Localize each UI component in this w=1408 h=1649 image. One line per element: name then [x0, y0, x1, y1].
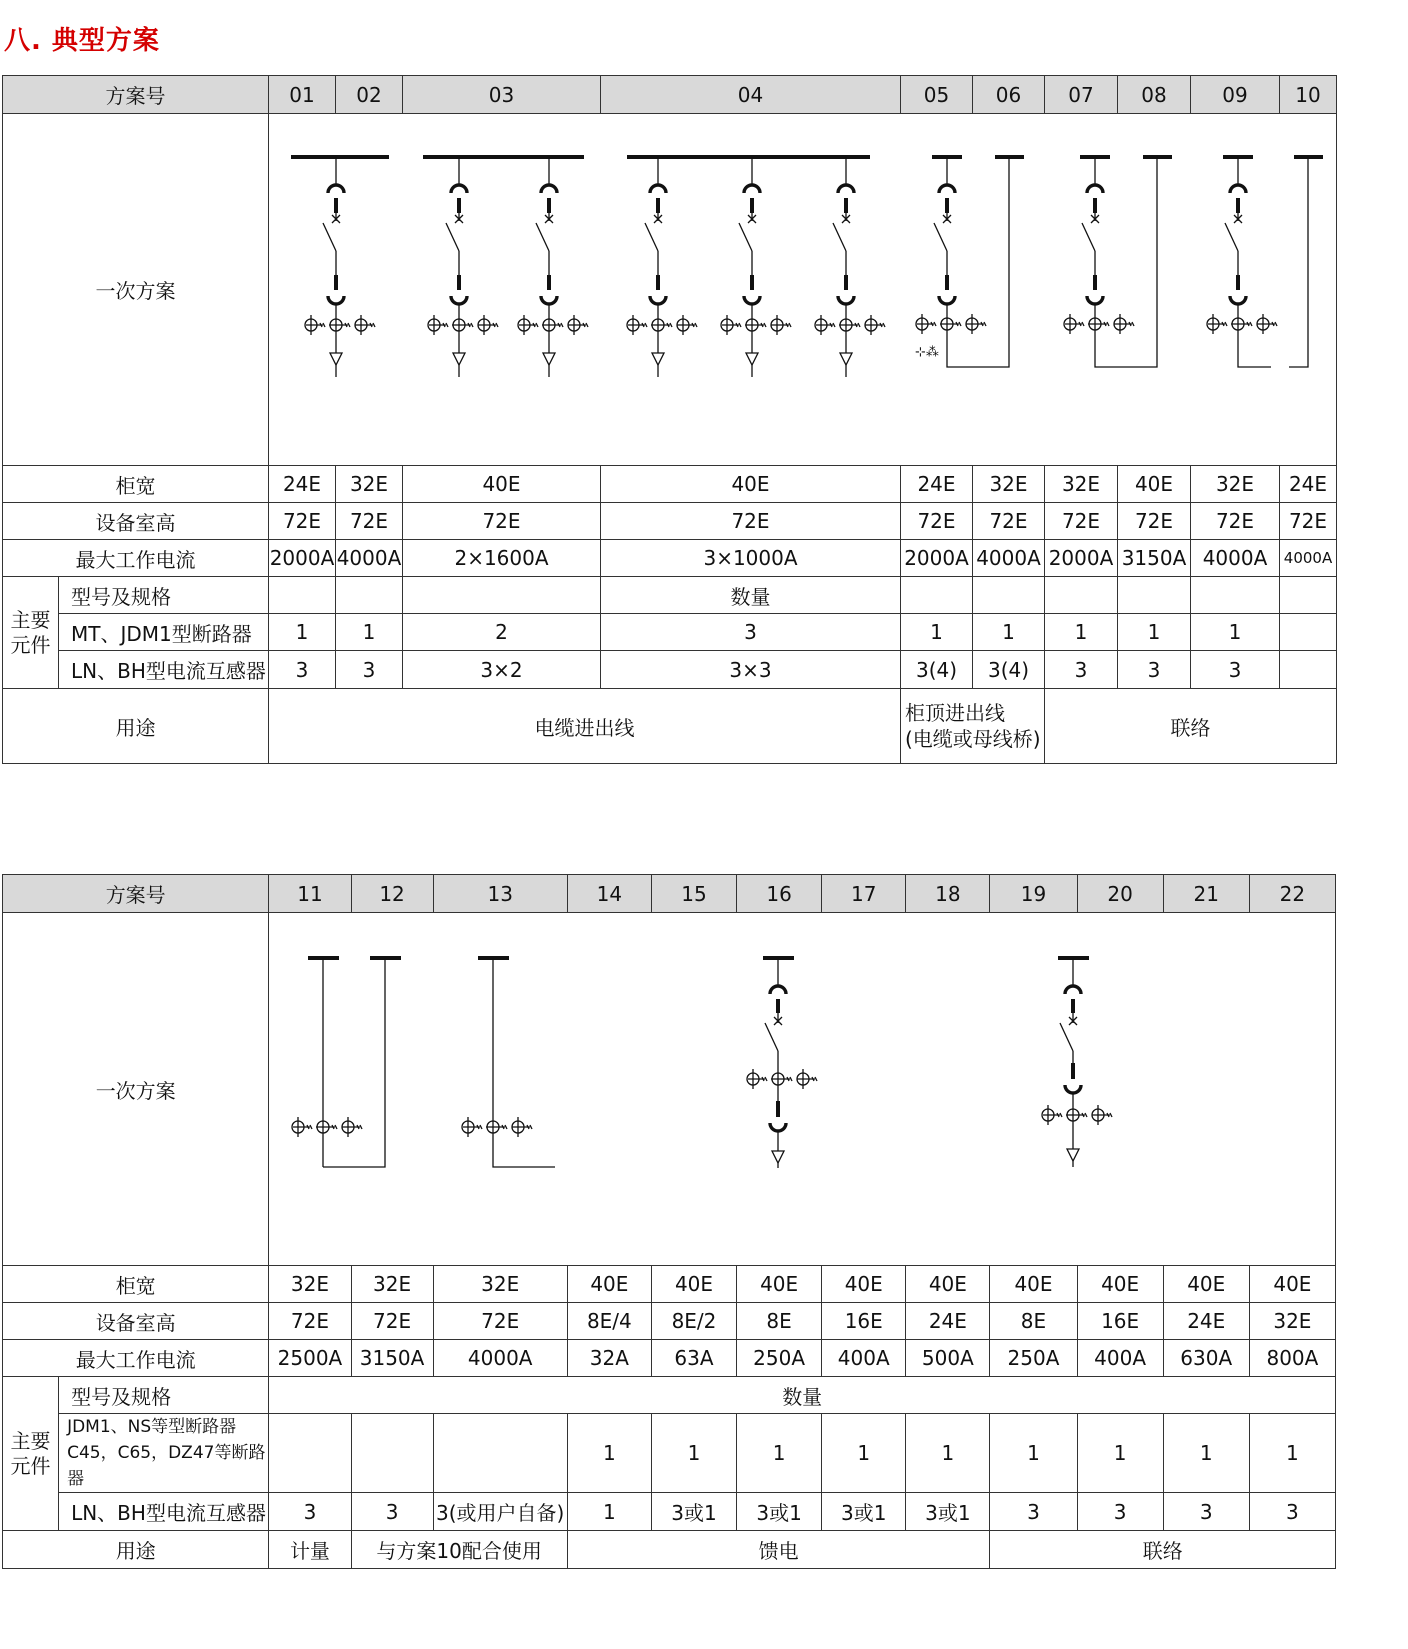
- ct-cell: 3×2: [403, 651, 601, 689]
- use-meter-cell: 计量: [269, 1531, 351, 1569]
- use-top-cell: 柜顶进出线 (电缆或母线桥): [901, 689, 1045, 764]
- height-cell: 32E: [1249, 1303, 1335, 1340]
- breaker-cell: 1: [336, 614, 403, 651]
- width-cell: 40E: [1077, 1266, 1163, 1303]
- breaker-cell: 3: [601, 614, 901, 651]
- breaker-row: [3, 1414, 1336, 1493]
- height-cell: 8E/4: [567, 1303, 651, 1340]
- scheme-number: 12: [351, 875, 433, 913]
- current-cell: 800A: [1249, 1340, 1335, 1377]
- width-cell: 40E: [1163, 1266, 1249, 1303]
- width-cell: 32E: [269, 1266, 351, 1303]
- height-cell: 8E/2: [651, 1303, 736, 1340]
- ct-cell: 3: [336, 651, 403, 689]
- width-row: [3, 1266, 1336, 1303]
- width-cell: 40E: [1118, 466, 1191, 503]
- breaker-cell: 1: [737, 1414, 822, 1493]
- use-row: [3, 1531, 1336, 1569]
- width-cell: 32E: [973, 466, 1045, 503]
- scheme-number: 15: [651, 875, 736, 913]
- width-cell: 32E: [433, 1266, 567, 1303]
- height-cell: 72E: [1045, 503, 1118, 540]
- current-label: 最大工作电流: [3, 1340, 269, 1377]
- primary-scheme-label: 一次方案: [3, 913, 269, 1266]
- empty-cell: [269, 577, 336, 614]
- width-label: 柜宽: [3, 466, 269, 503]
- width-cell: 32E: [336, 466, 403, 503]
- ct-row: [3, 1493, 1336, 1531]
- ct-cell: 3: [1077, 1493, 1163, 1531]
- breaker-cell: 1: [1077, 1414, 1163, 1493]
- current-cell: 4000A: [336, 540, 403, 577]
- breaker-cell: 1: [973, 614, 1045, 651]
- height-cell: 72E: [1191, 503, 1280, 540]
- breaker-cell: 1: [269, 614, 336, 651]
- current-label: 最大工作电流: [3, 540, 269, 577]
- current-cell: 630A: [1163, 1340, 1249, 1377]
- use-tie-cell: 联络: [990, 1531, 1336, 1569]
- quantity-label: 数量: [601, 577, 901, 614]
- ct-cell: 3: [1191, 651, 1280, 689]
- width-cell: 40E: [906, 1266, 990, 1303]
- scheme-number: 19: [990, 875, 1077, 913]
- current-cell: 250A: [990, 1340, 1077, 1377]
- ct-cell: 1: [567, 1493, 651, 1531]
- scheme-number: 22: [1249, 875, 1335, 913]
- width-cell: 40E: [822, 1266, 906, 1303]
- height-cell: 72E: [1280, 503, 1337, 540]
- quantity-label: 数量: [269, 1377, 1336, 1414]
- current-cell: 4000A: [973, 540, 1045, 577]
- ct-row: [3, 651, 1337, 689]
- use-label: 用途: [3, 1531, 269, 1569]
- current-cell: 2×1600A: [403, 540, 601, 577]
- use-cable-cell: 电缆进出线: [269, 689, 901, 764]
- scheme-number: 02: [336, 76, 403, 114]
- scheme-number: 06: [973, 76, 1045, 114]
- single-line-diagram-1: [269, 114, 1337, 466]
- ct-cell: 3: [990, 1493, 1077, 1531]
- main-components-label: 主要元件: [3, 577, 59, 689]
- current-cell: 4000A: [1280, 540, 1337, 577]
- breaker-cell: 1: [651, 1414, 736, 1493]
- height-cell: 16E: [822, 1303, 906, 1340]
- ct-cell: 3或1: [737, 1493, 822, 1531]
- height-cell: 24E: [906, 1303, 990, 1340]
- ct-cell: 3或1: [822, 1493, 906, 1531]
- height-cell: 24E: [1163, 1303, 1249, 1340]
- scheme-number: 11: [269, 875, 351, 913]
- ct-cell: 3: [1118, 651, 1191, 689]
- current-cell: 4000A: [1191, 540, 1280, 577]
- empty-cell: [901, 577, 973, 614]
- height-row: [3, 503, 1337, 540]
- scheme-table-2: [2, 874, 1336, 1569]
- model-label: 型号及规格: [59, 577, 269, 614]
- breaker-cell: 1: [1249, 1414, 1335, 1493]
- breaker-cell: [1280, 614, 1337, 651]
- height-cell: 72E: [269, 503, 336, 540]
- breaker-cell: 1: [990, 1414, 1077, 1493]
- empty-cell: [1280, 577, 1337, 614]
- height-cell: 16E: [1077, 1303, 1163, 1340]
- width-cell: 24E: [1280, 466, 1337, 503]
- height-cell: 72E: [269, 1303, 351, 1340]
- height-label: 设备室高: [3, 1303, 269, 1340]
- breaker-row: [3, 614, 1337, 651]
- width-cell: 32E: [1045, 466, 1118, 503]
- ct-cell: 3×3: [601, 651, 901, 689]
- scheme-number: 21: [1163, 875, 1249, 913]
- width-cell: 40E: [1249, 1266, 1335, 1303]
- scheme-number-row: [3, 76, 1337, 114]
- ct-cell: 3(或用户自备): [433, 1493, 567, 1531]
- height-cell: 72E: [973, 503, 1045, 540]
- width-cell: 40E: [990, 1266, 1077, 1303]
- scheme-number: 04: [601, 76, 901, 114]
- ct-label: LN、BH型电流互感器: [59, 1493, 269, 1531]
- current-cell: 32A: [567, 1340, 651, 1377]
- model-label: 型号及规格: [59, 1377, 269, 1414]
- scheme-number: 20: [1077, 875, 1163, 913]
- breaker-cell: [433, 1414, 567, 1493]
- scheme-number: 09: [1191, 76, 1280, 114]
- height-cell: 8E: [737, 1303, 822, 1340]
- empty-cell: [1045, 577, 1118, 614]
- single-line-diagram-2: [269, 913, 1335, 1266]
- ct-cell: 3: [269, 651, 336, 689]
- width-row: [3, 466, 1337, 503]
- width-cell: 40E: [567, 1266, 651, 1303]
- current-cell: 400A: [822, 1340, 906, 1377]
- primary-scheme-diagram: [269, 114, 1337, 466]
- current-cell: 2000A: [269, 540, 336, 577]
- section-title: 八. 典型方案: [4, 26, 160, 56]
- breaker-cell: 1: [567, 1414, 651, 1493]
- scheme-number: 16: [737, 875, 822, 913]
- scheme-number: 17: [822, 875, 906, 913]
- height-cell: 72E: [336, 503, 403, 540]
- breaker-cell: [351, 1414, 433, 1493]
- ct-label: LN、BH型电流互感器: [59, 651, 269, 689]
- empty-cell: [973, 577, 1045, 614]
- current-cell: 3150A: [1118, 540, 1191, 577]
- ct-cell: 3(4): [973, 651, 1045, 689]
- main-components-label: 主要元件: [3, 1377, 59, 1531]
- empty-cell: [1118, 577, 1191, 614]
- current-cell: 400A: [1077, 1340, 1163, 1377]
- breaker-label: JDM1、NS等型断路器 C45，C65，DZ47等断路器: [59, 1414, 269, 1493]
- scheme-number: 08: [1118, 76, 1191, 114]
- primary-scheme-row: [3, 114, 1337, 466]
- empty-cell: [336, 577, 403, 614]
- model-row: [3, 1377, 1336, 1414]
- use-label: 用途: [3, 689, 269, 764]
- use-feed-cell: 馈电: [567, 1531, 990, 1569]
- use-with10-cell: 与方案10配合使用: [351, 1531, 567, 1569]
- empty-cell: [1191, 577, 1280, 614]
- breaker-cell: 1: [901, 614, 973, 651]
- current-cell: 2500A: [269, 1340, 351, 1377]
- height-cell: 72E: [601, 503, 901, 540]
- current-row: [3, 1340, 1336, 1377]
- ct-cell: 3: [351, 1493, 433, 1531]
- current-cell: 3150A: [351, 1340, 433, 1377]
- use-row: [3, 689, 1337, 764]
- breaker-cell: 1: [906, 1414, 990, 1493]
- breaker-cell: 1: [1045, 614, 1118, 651]
- current-cell: 250A: [737, 1340, 822, 1377]
- width-label: 柜宽: [3, 1266, 269, 1303]
- current-cell: 2000A: [901, 540, 973, 577]
- width-cell: 40E: [403, 466, 601, 503]
- ct-cell: 3(4): [901, 651, 973, 689]
- header-label: 方案号: [3, 76, 269, 114]
- breaker-label: MT、JDM1型断路器: [59, 614, 269, 651]
- height-cell: 72E: [351, 1303, 433, 1340]
- svg-text:⊹⁂: ⊹⁂: [915, 345, 939, 360]
- height-cell: 8E: [990, 1303, 1077, 1340]
- scheme-number-row: [3, 875, 1336, 913]
- ct-cell: 3: [269, 1493, 351, 1531]
- ct-cell: 3: [1249, 1493, 1335, 1531]
- header-label: 方案号: [3, 875, 269, 913]
- primary-scheme-diagram: [269, 913, 1336, 1266]
- current-cell: 4000A: [433, 1340, 567, 1377]
- current-cell: 63A: [651, 1340, 736, 1377]
- height-cell: 72E: [403, 503, 601, 540]
- width-cell: 40E: [651, 1266, 736, 1303]
- current-cell: 3×1000A: [601, 540, 901, 577]
- width-cell: 32E: [351, 1266, 433, 1303]
- breaker-cell: 1: [1118, 614, 1191, 651]
- scheme-number: 18: [906, 875, 990, 913]
- height-row: [3, 1303, 1336, 1340]
- width-cell: 24E: [901, 466, 973, 503]
- width-cell: 32E: [1191, 466, 1280, 503]
- breaker-cell: [269, 1414, 351, 1493]
- breaker-cell: 1: [822, 1414, 906, 1493]
- scheme-number: 07: [1045, 76, 1118, 114]
- scheme-number: 10: [1280, 76, 1337, 114]
- ct-cell: [1280, 651, 1337, 689]
- ct-cell: 3或1: [651, 1493, 736, 1531]
- scheme-number: 14: [567, 875, 651, 913]
- width-cell: 40E: [601, 466, 901, 503]
- empty-cell: [403, 577, 601, 614]
- ct-cell: 3: [1045, 651, 1118, 689]
- current-row: [3, 540, 1337, 577]
- current-cell: 500A: [906, 1340, 990, 1377]
- current-cell: 2000A: [1045, 540, 1118, 577]
- primary-scheme-row: [3, 913, 1336, 1266]
- height-label: 设备室高: [3, 503, 269, 540]
- scheme-number: 05: [901, 76, 973, 114]
- breaker-cell: 2: [403, 614, 601, 651]
- scheme-table-1: [2, 75, 1337, 764]
- model-row: [3, 577, 1337, 614]
- width-cell: 24E: [269, 466, 336, 503]
- scheme-number: 03: [403, 76, 601, 114]
- use-tie-cell: 联络: [1045, 689, 1337, 764]
- ct-cell: 3或1: [906, 1493, 990, 1531]
- height-cell: 72E: [1118, 503, 1191, 540]
- scheme-number: 01: [269, 76, 336, 114]
- height-cell: 72E: [901, 503, 973, 540]
- height-cell: 72E: [433, 1303, 567, 1340]
- width-cell: 40E: [737, 1266, 822, 1303]
- breaker-cell: 1: [1163, 1414, 1249, 1493]
- primary-scheme-label: 一次方案: [3, 114, 269, 466]
- ct-cell: 3: [1163, 1493, 1249, 1531]
- scheme-number: 13: [433, 875, 567, 913]
- breaker-cell: 1: [1191, 614, 1280, 651]
